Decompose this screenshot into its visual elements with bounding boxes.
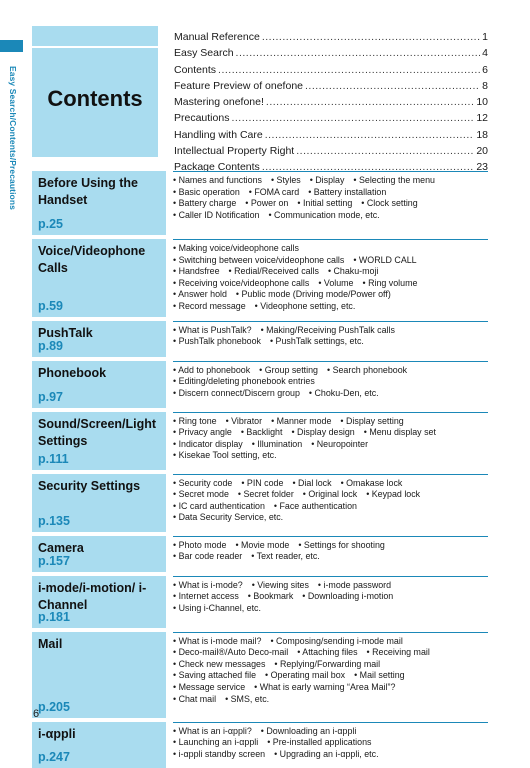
section-row (32, 470, 488, 532)
page-number: 6 (33, 708, 40, 720)
section-header[interactable] (32, 474, 166, 532)
reference-page: 1 (482, 31, 488, 43)
topic-item: • Mail setting (354, 670, 405, 681)
topic-item: • Manner mode (271, 415, 332, 426)
section-topics (173, 321, 488, 357)
topic-item: • Ring tone (173, 415, 217, 426)
topic-line (173, 694, 488, 706)
reference-label: Mastering onefone! (174, 96, 264, 109)
section-title: Phonebook (38, 365, 107, 380)
topic-item: • Making/Receiving PushTalk calls (260, 324, 395, 335)
topic-item: • Upgrading an i-αppli, etc. (274, 748, 379, 759)
topic-line (173, 512, 488, 524)
topic-item: • PushTalk phonebook (173, 336, 261, 347)
section-row (32, 357, 488, 408)
dot-leader (266, 94, 474, 110)
topic-line (173, 450, 488, 462)
topic-line (173, 255, 488, 267)
topic-item: • Text reader, etc. (251, 551, 320, 562)
section-page-link[interactable]: p.97 (38, 389, 64, 404)
dot-leader (296, 143, 474, 159)
topic-item: • IC card authentication (173, 500, 265, 511)
topic-item: • Communication mode, etc. (268, 209, 380, 220)
topic-line (173, 376, 488, 388)
topic-item: • Face authentication (273, 500, 357, 511)
title-box-divider (32, 46, 158, 48)
section-page-link[interactable]: p.59 (38, 298, 64, 313)
topic-line (173, 289, 488, 301)
topic-item: • Attaching files (297, 647, 358, 658)
topic-item: • Battery charge (173, 198, 237, 209)
reference-page: 6 (482, 63, 488, 76)
topic-line (173, 591, 488, 603)
section-page-link[interactable]: p.205 (38, 699, 70, 714)
dot-leader (218, 62, 480, 78)
topic-item: • Videophone setting, etc. (254, 300, 356, 311)
section-header[interactable] (32, 171, 166, 235)
topic-item: • Add to phonebook (173, 364, 251, 375)
section-row (32, 572, 488, 628)
topic-line (173, 388, 488, 400)
topic-item: • Record message (173, 300, 246, 311)
reference-row[interactable] (174, 78, 488, 94)
topic-item: • Backlight (240, 427, 283, 438)
reference-label: Precautions (174, 112, 230, 125)
section-header[interactable] (32, 722, 166, 768)
topic-item: • Styles (270, 175, 301, 185)
topic-line (173, 325, 488, 337)
dot-leader (236, 45, 481, 61)
section-header[interactable] (32, 536, 166, 572)
page-title: Contents (47, 86, 143, 111)
section-row (32, 628, 488, 718)
topic-line (173, 187, 488, 199)
dot-leader (262, 29, 480, 45)
topic-item: • What is i-mode mail? (173, 635, 262, 646)
section-row (32, 317, 488, 357)
section-title: PushTalk (38, 325, 93, 340)
section-page-link[interactable]: p.247 (38, 749, 70, 764)
reference-label: Easy Search (174, 47, 234, 60)
section-row (32, 532, 488, 572)
topic-item: • i-mode password (317, 579, 392, 590)
topic-item: • Search phonebook (327, 364, 408, 375)
topic-item: • Answer hold (173, 289, 227, 300)
topic-item: • i-αppli standby screen (173, 748, 266, 759)
topic-item: • Movie mode (235, 539, 290, 550)
dot-leader (231, 110, 474, 126)
topic-item: • Launching an i-αppli (173, 737, 259, 748)
topic-item: • What is PushTalk? (173, 324, 252, 335)
topic-item: • Display setting (340, 415, 404, 426)
side-section-label: Easy Search/Contents/Precautions (8, 66, 18, 210)
section-row (32, 235, 488, 317)
topic-line (173, 551, 488, 563)
topic-item: • Chat mail (173, 693, 217, 704)
section-page-link[interactable]: p.111 (38, 451, 69, 466)
reference-label: Contents (174, 63, 217, 76)
topic-item: • Dial lock (292, 477, 332, 488)
topic-item: • Indicator display (173, 438, 243, 449)
topic-line (173, 243, 488, 255)
section-title: Sound/Screen/Light Settings (38, 416, 157, 448)
topic-item: • Internet access (173, 591, 239, 602)
topic-line (173, 427, 488, 439)
reference-row[interactable] (174, 29, 488, 45)
topic-item: • Security code (173, 477, 233, 488)
reference-label: Package Contents (174, 161, 260, 174)
contents-title-box (32, 26, 158, 157)
topic-line (173, 198, 488, 210)
topic-item: • Secret folder (237, 489, 294, 500)
topic-item: • Power on (245, 198, 289, 209)
section-page-link[interactable]: p.135 (38, 513, 70, 528)
topic-item: • Display (309, 175, 345, 185)
dot-leader (305, 78, 480, 94)
topic-item: • Ring volume (362, 277, 418, 288)
topic-item: • Pre-installed applications (267, 737, 372, 748)
topic-item: • Original lock (302, 489, 358, 500)
topic-line (173, 659, 488, 671)
topic-item: • Selecting the menu (353, 175, 435, 185)
topic-item: • Names and functions (173, 175, 262, 185)
reference-row[interactable] (174, 62, 488, 78)
topic-line (173, 749, 488, 761)
section-page-link[interactable]: p.25 (38, 217, 64, 231)
reference-row[interactable] (174, 143, 488, 159)
topic-line (173, 489, 488, 501)
topic-item: • PIN code (241, 477, 284, 488)
topic-item: • Settings for shooting (298, 539, 385, 550)
topic-item: • Battery installation (308, 186, 387, 197)
section-header[interactable] (32, 239, 166, 317)
topic-item: • Caller ID Notification (173, 209, 260, 220)
topic-line (173, 266, 488, 278)
section-row (32, 718, 488, 768)
topic-item: • Downloading i-motion (302, 591, 394, 602)
topic-line (173, 439, 488, 451)
topic-item: • Vibrator (225, 415, 263, 426)
topic-item: • What is early warning “Area Mail”? (254, 681, 396, 692)
topic-item: • Making voice/videophone calls (173, 243, 299, 253)
topic-line (173, 336, 488, 348)
topic-item: • Public mode (Driving mode/Power off) (235, 289, 391, 300)
topic-line (173, 682, 488, 694)
section-page-link[interactable]: p.157 (38, 553, 70, 568)
topic-item: • What is i-mode? (173, 579, 243, 590)
section-list (32, 169, 488, 768)
topic-item: • Bookmark (247, 591, 294, 602)
topic-item: • Operating mail box (265, 670, 346, 681)
section-topics (173, 632, 488, 718)
topic-line (173, 501, 488, 513)
section-header[interactable] (32, 412, 166, 470)
topic-item: • Receiving mail (366, 647, 430, 658)
topic-item: • FOMA card (248, 186, 300, 197)
topic-item: • Photo mode (173, 539, 227, 550)
topic-item: • Using i-Channel, etc. (173, 602, 261, 613)
reference-page: 20 (476, 145, 488, 158)
topic-line (173, 670, 488, 682)
reference-row[interactable] (174, 127, 488, 143)
reference-page: 8 (482, 79, 488, 92)
topic-item: • Volume (318, 277, 354, 288)
topic-line (173, 737, 488, 749)
topic-item: • Replying/Forwarding mail (274, 658, 381, 669)
reference-page: 4 (482, 47, 488, 60)
reference-page: 12 (476, 112, 488, 125)
section-topics (173, 722, 488, 768)
reference-row[interactable] (174, 45, 488, 61)
reference-list (174, 29, 488, 176)
topic-item: • Privacy angle (173, 427, 232, 438)
section-title: Voice/Videophone Calls (38, 244, 146, 275)
section-header[interactable] (32, 321, 166, 357)
topic-item: • Receiving voice/videophone calls (173, 277, 310, 288)
topic-item: • Illumination (251, 438, 303, 449)
topic-line (173, 478, 488, 490)
topic-item: • WORLD CALL (353, 254, 417, 265)
topic-item: • Group setting (259, 364, 318, 375)
section-row (32, 408, 488, 470)
topic-item: • Viewing sites (251, 579, 309, 590)
topic-item: • Keypad lock (366, 489, 421, 500)
reference-label: Manual Reference (174, 31, 260, 43)
section-title: Security Settings (38, 478, 141, 493)
topic-item: • Kisekae Tool setting, etc. (173, 450, 277, 461)
section-topics (173, 239, 488, 317)
topic-item: • Discern connect/Discern group (173, 387, 300, 398)
reference-label: Intellectual Property Right (174, 145, 295, 158)
topic-item: • Message service (173, 681, 246, 692)
topic-item: • Deco-mail®/Auto Deco-mail (173, 647, 289, 658)
topic-item: • Bar code reader (173, 551, 243, 562)
topic-item: • What is an i-αppli? (173, 725, 252, 736)
section-title: Mail (38, 636, 63, 651)
topic-item: • Secret mode (173, 489, 229, 500)
section-title: i-αppli (38, 726, 76, 741)
reference-label: Feature Preview of onefone (174, 79, 303, 92)
topic-item: • Clock setting (361, 198, 418, 209)
section-title: Before Using the Handset (38, 176, 139, 207)
reference-page: 10 (476, 96, 488, 109)
reference-page: 23 (476, 161, 488, 174)
topic-item: • Menu display set (363, 427, 436, 438)
section-topics (173, 474, 488, 532)
topic-line (173, 278, 488, 290)
topic-item: • Handsfree (173, 266, 220, 277)
reference-label: Handling with Care (174, 128, 263, 141)
section-title: Camera (38, 540, 84, 555)
topic-item: • Downloading an i-αppli (260, 725, 357, 736)
section-topics (173, 171, 488, 235)
topic-line (173, 603, 488, 615)
section-topics (173, 412, 488, 470)
topic-item: • Redial/Received calls (228, 266, 319, 277)
dot-leader (265, 127, 475, 143)
topic-item: • Basic operation (173, 186, 240, 197)
topic-line (173, 647, 488, 659)
topic-item: • PushTalk settings, etc. (269, 336, 364, 347)
topic-line (173, 301, 488, 313)
topic-line (173, 580, 488, 592)
topic-line (173, 210, 488, 222)
topic-item: • Chaku-moji (327, 266, 379, 277)
topic-item: • Check new messages (173, 658, 266, 669)
topic-line (173, 175, 488, 187)
section-row (32, 169, 488, 235)
section-topics (173, 536, 488, 572)
topic-item: • Data Security Service, etc. (173, 512, 284, 523)
topic-item: • Neuropointer (311, 438, 369, 449)
topic-line (173, 416, 488, 428)
topic-line (173, 540, 488, 552)
topic-line (173, 365, 488, 377)
side-tab-marker (0, 40, 23, 52)
topic-line (173, 636, 488, 648)
topic-item: • Choku-Den, etc. (308, 387, 379, 398)
section-page-link[interactable]: p.181 (38, 609, 70, 624)
section-topics (173, 576, 488, 628)
topic-item: • Editing/deleting phonebook entries (173, 376, 315, 387)
reference-page: 18 (476, 128, 488, 141)
reference-row[interactable] (174, 110, 488, 126)
reference-row[interactable] (174, 94, 488, 110)
topic-item: • Composing/sending i-mode mail (270, 635, 403, 646)
topic-item: • Initial setting (297, 198, 353, 209)
topic-line (173, 726, 488, 738)
topic-item: • Display design (291, 427, 355, 438)
section-header[interactable] (32, 576, 166, 628)
topic-item: • Switching between voice/videophone calls (173, 254, 345, 265)
section-page-link[interactable]: p.89 (38, 338, 64, 353)
topic-item: • SMS, etc. (225, 693, 270, 704)
section-header[interactable] (32, 632, 166, 718)
topic-item: • Omakase lock (340, 477, 403, 488)
section-topics (173, 361, 488, 408)
section-title: i-mode/i-motion/ i-Channel (38, 580, 147, 612)
topic-item: • Saving attached file (173, 670, 257, 681)
section-header[interactable] (32, 361, 166, 408)
